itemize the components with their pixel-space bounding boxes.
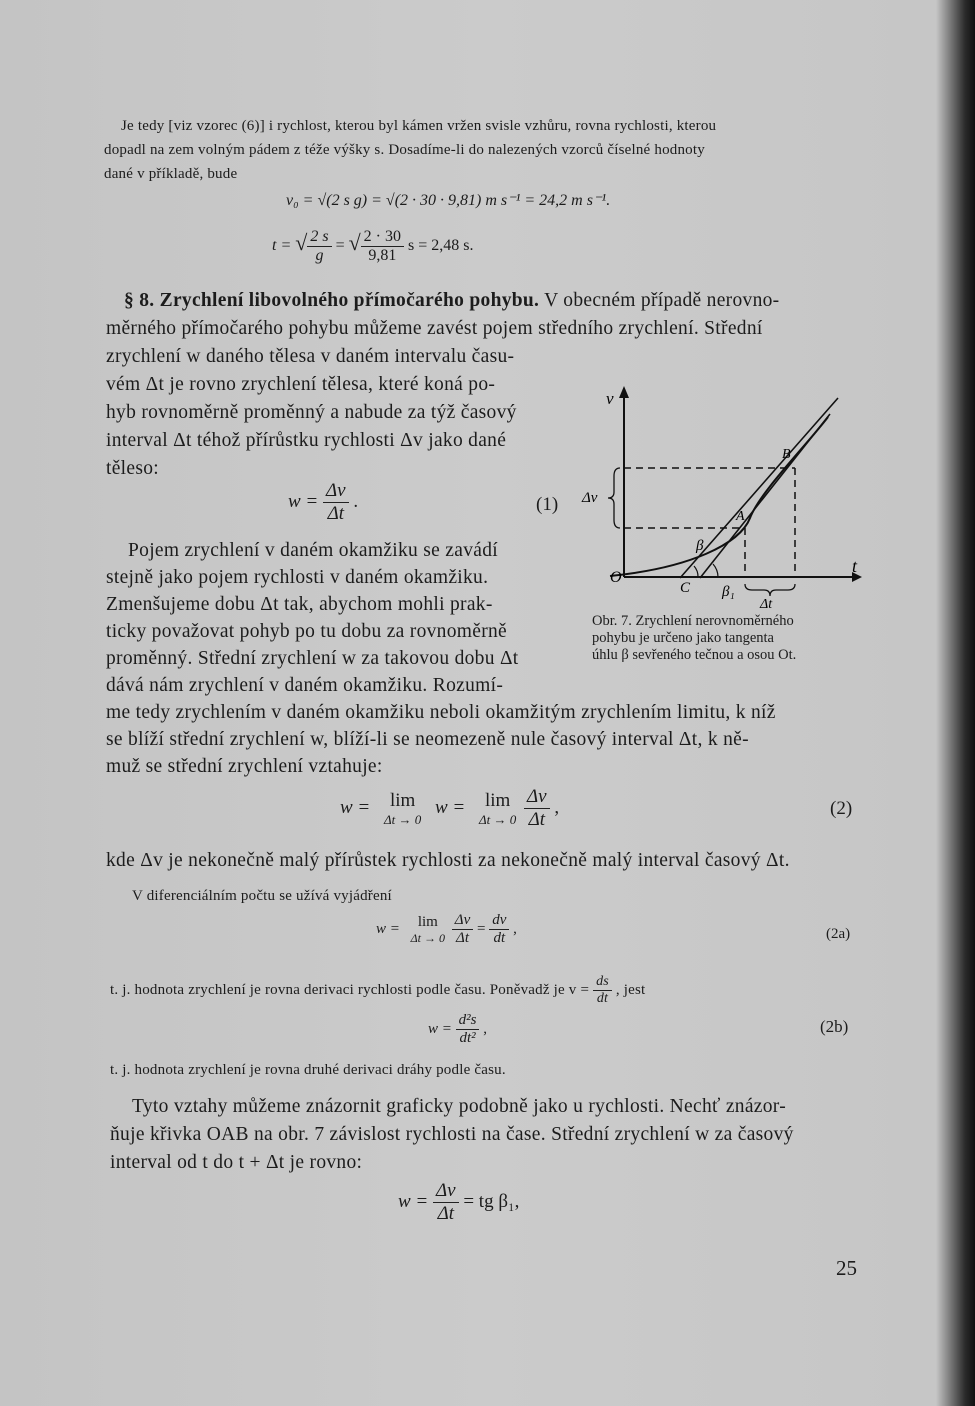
- eq1-label: (1): [536, 494, 559, 515]
- small-text-2-tail: , jest: [615, 981, 646, 998]
- small-text-2: [110, 974, 645, 1007]
- eqf-lhs: w =: [398, 1190, 429, 1212]
- figure-caption-line-2: pohybu je určeno jako tangenta: [592, 630, 774, 646]
- eq2a-den1: Δt: [456, 930, 469, 946]
- para2-line-8: se blíží střední zrychlení w, blíží-li se neomezeně nule časový interval Δt, k ně-: [106, 729, 749, 750]
- eq2a-sub: Δt → 0: [410, 930, 446, 945]
- small-text-2-body: t. j. hodnota zrychlení je rovna derivaci rychlosti podle času. Poněvadž je v =: [110, 981, 590, 998]
- eq1-num: Δv: [323, 480, 349, 503]
- label-A: A: [736, 509, 745, 524]
- label-beta1: β₁: [722, 584, 735, 600]
- eq2a-lhs: w =: [376, 920, 400, 937]
- para1-line-6: těleso:: [106, 458, 160, 479]
- equation-final: [398, 1180, 519, 1225]
- eqf-den: Δt: [437, 1203, 455, 1224]
- para1-line-5: interval Δt téhož přírůstku rychlosti Δv jako dané: [106, 430, 507, 451]
- page-number: 25: [836, 1256, 857, 1280]
- equation-2b: w = $\frac{\text{d²s}}{\text{dt²}}$ ,: [428, 1012, 487, 1046]
- tangent-line: [700, 414, 830, 578]
- para2-line-5: proměnný. Střední zrychlení w za takovou dobu Δt: [106, 648, 519, 669]
- v-axis-arrow: [619, 386, 629, 398]
- para2-line-7: me tedy zrychlením v daném okamžiku neboli okamžitým zrychlením limitu, k níž: [106, 702, 776, 723]
- section-number: § 8.: [124, 290, 155, 311]
- small2-num: ds: [593, 974, 612, 991]
- para1-line-1: měrného přímočarého pohybu můžeme zavést pojem středního zrychlení. Střední: [106, 318, 763, 339]
- intro-line-2: dopadl na zem volným pádem z téže výšky s. Dosadíme-li do nalezených vzorců číselné hodnoty: [104, 142, 705, 158]
- eq2b-den: dt²: [459, 1030, 476, 1046]
- para2-line-1: Pojem zrychlení v daném okamžiku se zavádí: [128, 540, 498, 561]
- eq-t-lhs: t =: [272, 237, 292, 255]
- para4-line-3: interval od t do t + Δt je rovno:: [110, 1152, 363, 1173]
- eq2-den: Δt: [528, 809, 546, 830]
- eq2-num: Δv: [524, 786, 550, 809]
- label-delta-v: Δv: [582, 490, 598, 506]
- eq2b-label: (2b): [820, 1017, 849, 1036]
- label-B: B: [782, 447, 791, 462]
- label-C: C: [680, 580, 691, 596]
- delta-v-brace: [608, 468, 620, 528]
- para2-line-2: stejně jako pojem rychlosti v daném okamžiku.: [106, 567, 489, 588]
- eqf-num: Δv: [433, 1180, 459, 1203]
- eq-t-den1: g: [315, 247, 324, 264]
- para4-line-2: ňuje křivka OAB na obr. 7 závislost rychlosti na čase. Střední zrychlení w za časový: [110, 1124, 794, 1145]
- intro-line-1: Je tedy [viz vzorec (6)] i rychlost, kterou byl kámen vržen svisle vzhůru, rovna rychlosti, kterou: [121, 118, 717, 134]
- eq2a-lim: lim: [417, 913, 438, 930]
- para3: kde Δv je nekonečně malý přírůstek rychlosti za nekonečně malý interval časový Δt.: [106, 850, 790, 871]
- section-title: Zrychlení libovolného přímočarého pohybu.: [159, 290, 540, 311]
- eq1-lhs: w =: [288, 490, 319, 512]
- equation-v0: v₀ = √(2 s g) = √(2 · 30 · 9,81) m s⁻¹ = 24,2 m s⁻¹.: [286, 192, 611, 209]
- delta-t-brace: [745, 584, 795, 596]
- eq2a-label: (2a): [826, 926, 851, 942]
- figure-caption-line-1: Obr. 7. Zrychlení nerovnoměrného: [592, 613, 794, 629]
- eq2-lhs: w =: [340, 796, 371, 818]
- eq2b-lhs: w =: [428, 1020, 452, 1037]
- equation-2: w = lim Δt → 0 w = lim Δt → 0 $\frac{\Delta v}{\Delta t}$ ,: [340, 786, 560, 830]
- para4-line-1: Tyto vztahy můžeme znázornit graficky podobně jako u rychlosti. Nechť znázor-: [132, 1096, 786, 1117]
- eqf-rhs: = tg β₁,: [463, 1190, 520, 1212]
- eq2a-num1: Δv: [452, 912, 473, 930]
- eq1-den: Δt: [327, 503, 345, 524]
- eq-t-num2: 2 · 30: [361, 228, 404, 247]
- figure-7-graph: [580, 372, 870, 612]
- label-v: v: [606, 389, 614, 408]
- eq2a-den2: dt: [493, 930, 506, 946]
- small-text-1: V diferenciálním počtu se užívá vyjádření: [132, 888, 392, 904]
- para2-line-4: ticky považovat pohyb po tu dobu za rovnoměrně: [106, 621, 507, 642]
- eq-t-num1: 2 s: [307, 228, 331, 247]
- eq-t-den2: 9,81: [368, 247, 397, 264]
- eq-t-rhs: s = 2,48 s.: [408, 237, 474, 255]
- label-O: O: [610, 569, 622, 586]
- angle-beta1-arc: [694, 566, 698, 577]
- eq2b-num: d²s: [456, 1012, 480, 1030]
- eq2-label: (2): [830, 798, 853, 819]
- intro-line-3: dané v příkladě, bude: [104, 166, 238, 182]
- eq-t-eq: =: [335, 237, 345, 255]
- section-heading: [124, 290, 779, 312]
- small-text-3: t. j. hodnota zrychlení je rovna druhé derivaci dráhy podle času.: [110, 1062, 506, 1078]
- eq2a-num2: dv: [489, 912, 509, 930]
- secant-line: [680, 398, 838, 578]
- eq2-wbar: w =: [435, 796, 466, 818]
- section-rest: V obecném případě nerovno-: [544, 290, 780, 311]
- label-beta: β: [696, 538, 704, 554]
- para1-line-2: zrychlení w daného tělesa v daném intervalu času-: [106, 346, 515, 367]
- para2-line-3: Zmenšujeme dobu Δt tak, abychom mohli prak-: [106, 594, 493, 615]
- equation-1: w = $\frac{\Delta v}{\Delta t}$ .: [288, 480, 359, 524]
- label-t: t: [852, 556, 858, 576]
- equation-2a: w = lim Δt → 0 $\frac{\Delta v}{\Delta t}$ = $\frac{dv}{dt}$ ,: [376, 912, 517, 946]
- equation-t: t = √ $\frac{2 s}{g}$ = √ $\frac{2 \cdot 30}{9,81}$ s = 2,48 s.: [272, 228, 474, 264]
- eq2-lim: lim: [389, 789, 416, 811]
- para2-line-6: dává nám zrychlení v daném okamžiku. Rozumí-: [106, 675, 504, 696]
- para1-line-3: vém Δt je rovno zrychlení tělesa, které koná po-: [106, 374, 496, 395]
- small2-den: dt: [596, 991, 609, 1006]
- label-delta-t: Δt: [760, 597, 773, 612]
- para2-line-9: muž se střední zrychlení vztahuje:: [106, 756, 383, 777]
- eq2-sub: Δt → 0: [384, 811, 422, 827]
- angle-beta-arc: [713, 564, 718, 577]
- para1-line-4: hyb rovnoměrně proměnný a nabude za týž časový: [106, 402, 517, 423]
- figure-caption-line-3: úhlu β sevřeného tečnou a osou Ot.: [592, 647, 797, 663]
